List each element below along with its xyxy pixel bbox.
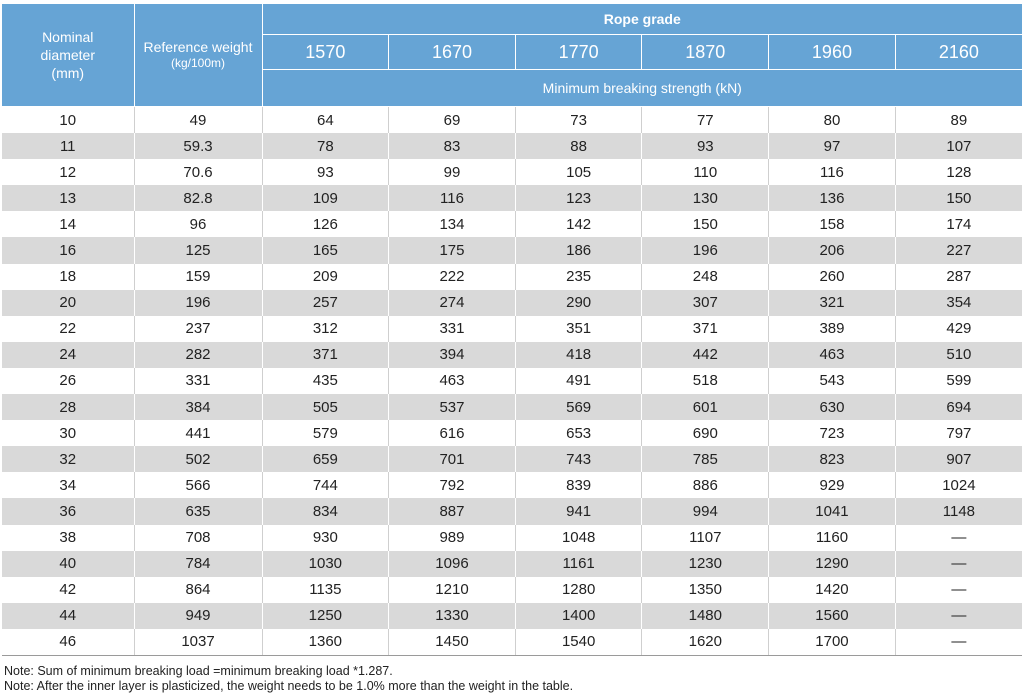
mbs-1570-cell: 1135 bbox=[262, 577, 389, 603]
reference-weight-cell: 49 bbox=[134, 107, 262, 134]
mbs-1570-cell: 371 bbox=[262, 342, 389, 368]
mbs-1570-cell: 257 bbox=[262, 290, 389, 316]
mbs-1770-cell: 73 bbox=[515, 107, 642, 134]
mbs-1960-cell: 1290 bbox=[769, 551, 896, 577]
mbs-1570-cell: 659 bbox=[262, 446, 389, 472]
table-row bbox=[2, 133, 1022, 159]
mbs-1960-cell: 206 bbox=[769, 237, 896, 263]
mbs-1670-cell: 69 bbox=[389, 107, 516, 134]
mbs-1870-cell: 690 bbox=[642, 420, 769, 446]
nominal-diameter-cell: 16 bbox=[2, 237, 134, 263]
mbs-1570-cell: 126 bbox=[262, 211, 389, 237]
mbs-1960-cell: 321 bbox=[769, 290, 896, 316]
mbs-1870-cell: 248 bbox=[642, 264, 769, 290]
reference-weight-cell: 96 bbox=[134, 211, 262, 237]
mbs-1870-cell: 1620 bbox=[642, 629, 769, 656]
reference-weight-cell: 237 bbox=[134, 316, 262, 342]
nominal-diameter-cell: 22 bbox=[2, 316, 134, 342]
mbs-2160-cell: 599 bbox=[895, 368, 1022, 394]
mbs-2160-cell: 510 bbox=[895, 342, 1022, 368]
mbs-2160-cell: — bbox=[895, 629, 1022, 656]
mbs-1770-cell: 1048 bbox=[515, 525, 642, 551]
table-row bbox=[2, 577, 1022, 603]
reference-weight-cell: 282 bbox=[134, 342, 262, 368]
rope-grade-header: Rope grade bbox=[262, 4, 1022, 35]
nominal-diameter-cell: 32 bbox=[2, 446, 134, 472]
table-row bbox=[2, 264, 1022, 290]
mbs-1570-cell: 93 bbox=[262, 159, 389, 185]
mbs-1960-cell: 1560 bbox=[769, 603, 896, 629]
note-breaking-load: Note: Sum of minimum breaking load =minimum breaking load *1.287. bbox=[4, 664, 393, 678]
table-row bbox=[2, 316, 1022, 342]
mbs-1770-cell: 88 bbox=[515, 133, 642, 159]
table-row bbox=[2, 107, 1022, 134]
notes bbox=[4, 664, 1020, 694]
mbs-2160-cell: 429 bbox=[895, 316, 1022, 342]
mbs-1770-cell: 1280 bbox=[515, 577, 642, 603]
mbs-1570-cell: 579 bbox=[262, 420, 389, 446]
mbs-1960-cell: 1700 bbox=[769, 629, 896, 656]
nominal-diameter-cell: 40 bbox=[2, 551, 134, 577]
mbs-1870-cell: 196 bbox=[642, 237, 769, 263]
nominal-diameter-cell: 14 bbox=[2, 211, 134, 237]
reference-weight-cell: 125 bbox=[134, 237, 262, 263]
mbs-1770-cell: 418 bbox=[515, 342, 642, 368]
mbs-1770-cell: 142 bbox=[515, 211, 642, 237]
mbs-1770-cell: 1161 bbox=[515, 551, 642, 577]
mbs-1570-cell: 744 bbox=[262, 472, 389, 498]
mbs-1670-cell: 463 bbox=[389, 368, 516, 394]
mbs-1870-cell: 1230 bbox=[642, 551, 769, 577]
mbs-1670-cell: 989 bbox=[389, 525, 516, 551]
mbs-1770-cell: 653 bbox=[515, 420, 642, 446]
rope-spec-table bbox=[2, 4, 1022, 656]
mbs-1870-cell: 442 bbox=[642, 342, 769, 368]
grade-1570-header: 1570 bbox=[262, 35, 389, 70]
reference-weight-unit: (kg/100m) bbox=[170, 56, 226, 70]
mbs-1670-cell: 701 bbox=[389, 446, 516, 472]
mbs-1670-cell: 1096 bbox=[389, 551, 516, 577]
table-row bbox=[2, 525, 1022, 551]
mbs-2160-cell: 287 bbox=[895, 264, 1022, 290]
mbs-1670-cell: 1210 bbox=[389, 577, 516, 603]
mbs-1870-cell: 110 bbox=[642, 159, 769, 185]
mbs-1670-cell: 1330 bbox=[389, 603, 516, 629]
mbs-1570-cell: 1030 bbox=[262, 551, 389, 577]
mbs-1870-cell: 150 bbox=[642, 211, 769, 237]
nominal-diameter-cell: 13 bbox=[2, 185, 134, 211]
reference-weight-cell: 784 bbox=[134, 551, 262, 577]
table-row bbox=[2, 290, 1022, 316]
mbs-1770-cell: 491 bbox=[515, 368, 642, 394]
nominal-diameter-cell: 46 bbox=[2, 629, 134, 656]
table-body bbox=[2, 107, 1022, 656]
mbs-1870-cell: 518 bbox=[642, 368, 769, 394]
mbs-1670-cell: 175 bbox=[389, 237, 516, 263]
reference-weight-cell: 1037 bbox=[134, 629, 262, 656]
mbs-1570-cell: 78 bbox=[262, 133, 389, 159]
mbs-2160-cell: 174 bbox=[895, 211, 1022, 237]
mbs-2160-cell: 694 bbox=[895, 394, 1022, 420]
mbs-1960-cell: 1041 bbox=[769, 498, 896, 524]
grade-1770-header: 1770 bbox=[515, 35, 642, 70]
mbs-1570-cell: 435 bbox=[262, 368, 389, 394]
grade-2160-header: 2160 bbox=[895, 35, 1022, 70]
mbs-1570-cell: 834 bbox=[262, 498, 389, 524]
mbs-1570-cell: 1360 bbox=[262, 629, 389, 656]
nominal-diameter-cell: 24 bbox=[2, 342, 134, 368]
mbs-1960-cell: 630 bbox=[769, 394, 896, 420]
mbs-1670-cell: 83 bbox=[389, 133, 516, 159]
reference-weight-cell: 949 bbox=[134, 603, 262, 629]
reference-weight-cell: 384 bbox=[134, 394, 262, 420]
mbs-1570-cell: 312 bbox=[262, 316, 389, 342]
mbs-1770-cell: 1540 bbox=[515, 629, 642, 656]
mbs-1870-cell: 886 bbox=[642, 472, 769, 498]
mbs-2160-cell: — bbox=[895, 603, 1022, 629]
mbs-2160-cell: — bbox=[895, 577, 1022, 603]
grade-1960-header: 1960 bbox=[769, 35, 896, 70]
mbs-1570-cell: 64 bbox=[262, 107, 389, 134]
nominal-diameter-cell: 38 bbox=[2, 525, 134, 551]
mbs-1870-cell: 785 bbox=[642, 446, 769, 472]
mbs-1870-cell: 1107 bbox=[642, 525, 769, 551]
mbs-2160-cell: 907 bbox=[895, 446, 1022, 472]
table-row bbox=[2, 551, 1022, 577]
nominal-diameter-cell: 18 bbox=[2, 264, 134, 290]
table-row bbox=[2, 185, 1022, 211]
reference-weight-cell: 708 bbox=[134, 525, 262, 551]
table-row bbox=[2, 211, 1022, 237]
reference-weight-cell: 331 bbox=[134, 368, 262, 394]
nominal-diameter-cell: 20 bbox=[2, 290, 134, 316]
nominal-diameter-cell: 26 bbox=[2, 368, 134, 394]
table-row bbox=[2, 472, 1022, 498]
mbs-1960-cell: 463 bbox=[769, 342, 896, 368]
mbs-1670-cell: 537 bbox=[389, 394, 516, 420]
reference-weight-cell: 635 bbox=[134, 498, 262, 524]
mbs-1770-cell: 839 bbox=[515, 472, 642, 498]
mbs-2160-cell: — bbox=[895, 551, 1022, 577]
mbs-1670-cell: 116 bbox=[389, 185, 516, 211]
reference-weight-cell: 864 bbox=[134, 577, 262, 603]
mbs-1960-cell: 1160 bbox=[769, 525, 896, 551]
reference-weight-header bbox=[134, 4, 262, 107]
mbs-1670-cell: 274 bbox=[389, 290, 516, 316]
mbs-1960-cell: 260 bbox=[769, 264, 896, 290]
nominal-diameter-cell: 44 bbox=[2, 603, 134, 629]
mbs-2160-cell: 1024 bbox=[895, 472, 1022, 498]
mbs-1670-cell: 222 bbox=[389, 264, 516, 290]
note-plasticized-weight: Note: After the inner layer is plasticized, the weight needs to be 1.0% more than the weight in the table. bbox=[4, 679, 574, 693]
nominal-diameter-cell: 28 bbox=[2, 394, 134, 420]
mbs-1570-cell: 930 bbox=[262, 525, 389, 551]
min-breaking-strength-header: Minimum breaking strength (kN) bbox=[262, 70, 1022, 107]
mbs-1870-cell: 1350 bbox=[642, 577, 769, 603]
grade-1670-header: 1670 bbox=[389, 35, 516, 70]
table-row bbox=[2, 159, 1022, 185]
nominal-diameter-line-1: Nominal bbox=[42, 29, 94, 45]
mbs-1770-cell: 235 bbox=[515, 264, 642, 290]
nominal-diameter-line-2: diameter bbox=[40, 47, 95, 63]
nominal-diameter-unit: (mm) bbox=[51, 65, 85, 81]
reference-weight-cell: 566 bbox=[134, 472, 262, 498]
mbs-1960-cell: 823 bbox=[769, 446, 896, 472]
mbs-1960-cell: 80 bbox=[769, 107, 896, 134]
mbs-1770-cell: 123 bbox=[515, 185, 642, 211]
mbs-2160-cell: 797 bbox=[895, 420, 1022, 446]
mbs-2160-cell: 227 bbox=[895, 237, 1022, 263]
mbs-2160-cell: 128 bbox=[895, 159, 1022, 185]
table-row bbox=[2, 420, 1022, 446]
mbs-1670-cell: 331 bbox=[389, 316, 516, 342]
mbs-1670-cell: 1450 bbox=[389, 629, 516, 656]
mbs-1770-cell: 1400 bbox=[515, 603, 642, 629]
reference-weight-cell: 159 bbox=[134, 264, 262, 290]
table-row bbox=[2, 629, 1022, 656]
mbs-1960-cell: 1420 bbox=[769, 577, 896, 603]
mbs-2160-cell: 1148 bbox=[895, 498, 1022, 524]
mbs-1770-cell: 351 bbox=[515, 316, 642, 342]
mbs-1960-cell: 389 bbox=[769, 316, 896, 342]
mbs-1770-cell: 105 bbox=[515, 159, 642, 185]
mbs-1870-cell: 93 bbox=[642, 133, 769, 159]
nominal-diameter-cell: 34 bbox=[2, 472, 134, 498]
table-row bbox=[2, 237, 1022, 263]
reference-weight-label: Reference weight bbox=[143, 39, 253, 55]
mbs-1870-cell: 601 bbox=[642, 394, 769, 420]
table-row bbox=[2, 394, 1022, 420]
mbs-1570-cell: 109 bbox=[262, 185, 389, 211]
mbs-2160-cell: 354 bbox=[895, 290, 1022, 316]
reference-weight-cell: 70.6 bbox=[134, 159, 262, 185]
reference-weight-cell: 502 bbox=[134, 446, 262, 472]
table-row bbox=[2, 342, 1022, 368]
mbs-1570-cell: 505 bbox=[262, 394, 389, 420]
nominal-diameter-cell: 36 bbox=[2, 498, 134, 524]
mbs-2160-cell: 107 bbox=[895, 133, 1022, 159]
table-row bbox=[2, 368, 1022, 394]
reference-weight-cell: 196 bbox=[134, 290, 262, 316]
mbs-1960-cell: 158 bbox=[769, 211, 896, 237]
reference-weight-cell: 82.8 bbox=[134, 185, 262, 211]
mbs-1960-cell: 136 bbox=[769, 185, 896, 211]
mbs-1670-cell: 99 bbox=[389, 159, 516, 185]
mbs-1770-cell: 743 bbox=[515, 446, 642, 472]
mbs-1570-cell: 165 bbox=[262, 237, 389, 263]
reference-weight-cell: 59.3 bbox=[134, 133, 262, 159]
mbs-1670-cell: 134 bbox=[389, 211, 516, 237]
mbs-1570-cell: 1250 bbox=[262, 603, 389, 629]
mbs-1770-cell: 569 bbox=[515, 394, 642, 420]
mbs-1670-cell: 616 bbox=[389, 420, 516, 446]
mbs-1870-cell: 130 bbox=[642, 185, 769, 211]
mbs-1960-cell: 929 bbox=[769, 472, 896, 498]
mbs-1870-cell: 371 bbox=[642, 316, 769, 342]
mbs-1570-cell: 209 bbox=[262, 264, 389, 290]
mbs-2160-cell: — bbox=[895, 525, 1022, 551]
mbs-1670-cell: 792 bbox=[389, 472, 516, 498]
reference-weight-cell: 441 bbox=[134, 420, 262, 446]
mbs-1670-cell: 887 bbox=[389, 498, 516, 524]
mbs-2160-cell: 89 bbox=[895, 107, 1022, 134]
mbs-1870-cell: 77 bbox=[642, 107, 769, 134]
table-row bbox=[2, 498, 1022, 524]
nominal-diameter-cell: 30 bbox=[2, 420, 134, 446]
mbs-1770-cell: 941 bbox=[515, 498, 642, 524]
grade-1870-header: 1870 bbox=[642, 35, 769, 70]
mbs-1870-cell: 994 bbox=[642, 498, 769, 524]
nominal-diameter-cell: 42 bbox=[2, 577, 134, 603]
mbs-1770-cell: 290 bbox=[515, 290, 642, 316]
mbs-1960-cell: 97 bbox=[769, 133, 896, 159]
nominal-diameter-cell: 10 bbox=[2, 107, 134, 134]
table-row bbox=[2, 446, 1022, 472]
mbs-1870-cell: 1480 bbox=[642, 603, 769, 629]
nominal-diameter-header bbox=[2, 4, 134, 107]
nominal-diameter-cell: 11 bbox=[2, 133, 134, 159]
mbs-2160-cell: 150 bbox=[895, 185, 1022, 211]
table-header bbox=[2, 4, 1022, 107]
table-row bbox=[2, 603, 1022, 629]
mbs-1960-cell: 116 bbox=[769, 159, 896, 185]
mbs-1870-cell: 307 bbox=[642, 290, 769, 316]
mbs-1960-cell: 543 bbox=[769, 368, 896, 394]
mbs-1960-cell: 723 bbox=[769, 420, 896, 446]
mbs-1670-cell: 394 bbox=[389, 342, 516, 368]
mbs-1770-cell: 186 bbox=[515, 237, 642, 263]
nominal-diameter-cell: 12 bbox=[2, 159, 134, 185]
